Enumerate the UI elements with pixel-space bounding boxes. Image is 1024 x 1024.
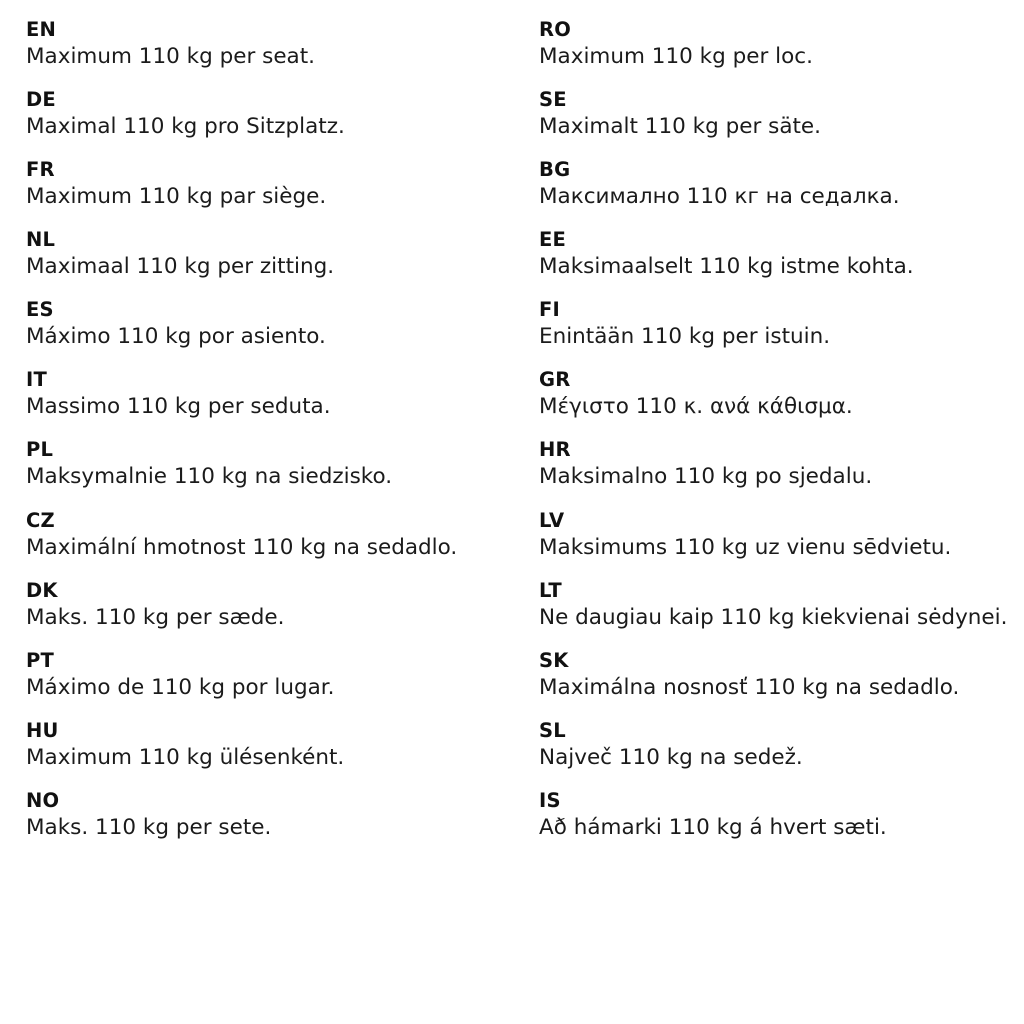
language-text: Maximalt 110 kg per säte. [539, 114, 821, 140]
language-text: Maximal 110 kg pro Sitzplatz. [26, 114, 345, 140]
language-code: SL [539, 718, 566, 742]
language-entry [26, 228, 513, 281]
language-text: Maksimalno 110 kg po sjedalu. [539, 464, 873, 490]
language-entry [26, 158, 513, 211]
language-code: PT [26, 648, 54, 672]
language-entry [539, 719, 1000, 772]
language-code: HU [26, 718, 59, 742]
language-entry [539, 18, 1000, 71]
language-entry [539, 509, 1000, 562]
language-text: Maximum 110 kg par siège. [26, 184, 327, 210]
language-text: Að hámarki 110 kg á hvert sæti. [539, 814, 887, 840]
language-code: FR [26, 158, 55, 182]
language-text: Massimo 110 kg per seduta. [26, 394, 331, 420]
language-code: DK [26, 578, 58, 602]
language-code: SK [539, 648, 569, 672]
language-code: DE [26, 88, 56, 112]
language-entry [539, 158, 1000, 211]
language-text: Maks. 110 kg per sæde. [26, 604, 285, 630]
language-code: EN [26, 18, 57, 41]
language-code: LT [539, 578, 562, 602]
language-code: EE [539, 228, 567, 252]
language-text: Maximálna nosnosť 110 kg na sedadlo. [539, 674, 960, 700]
language-column-right [513, 18, 1008, 1014]
language-text: Maximální hmotnost 110 kg na sedadlo. [26, 534, 458, 560]
language-code: GR [539, 368, 571, 392]
language-code: IT [26, 368, 47, 392]
language-text: Enintään 110 kg per istuin. [539, 324, 831, 350]
language-entry [26, 298, 513, 351]
language-code: NO [26, 788, 60, 812]
language-text: Maximum 110 kg per seat. [26, 43, 315, 69]
language-code: IS [539, 788, 561, 812]
language-text: Največ 110 kg na sedež. [539, 744, 803, 770]
language-text: Máximo de 110 kg por lugar. [26, 674, 335, 700]
language-entry [26, 789, 513, 842]
language-entry [539, 438, 1000, 491]
language-code: NL [26, 228, 56, 252]
language-code: HR [539, 438, 571, 462]
language-text: Maximaal 110 kg per zitting. [26, 254, 335, 280]
language-entry [26, 18, 513, 71]
language-entry [539, 368, 1000, 421]
language-entry [26, 509, 513, 562]
language-code: PL [26, 438, 54, 462]
language-text: Максимално 110 кг на седалка. [539, 184, 900, 210]
language-code: CZ [26, 508, 55, 532]
language-code: FI [539, 298, 560, 322]
language-entry [539, 649, 1000, 702]
language-text: Máximo 110 kg por asiento. [26, 324, 326, 350]
language-code: RO [539, 18, 571, 41]
language-entry [539, 789, 1000, 842]
language-entry [26, 579, 513, 632]
language-code: LV [539, 508, 565, 532]
language-entry [26, 88, 513, 141]
language-text: Ne daugiau kaip 110 kg kiekvienai sėdynei. [539, 604, 1008, 630]
language-entry [26, 649, 513, 702]
language-text: Maksimaalselt 110 kg istme kohta. [539, 254, 914, 280]
language-entry [26, 719, 513, 772]
language-text: Maximum 110 kg ülésenként. [26, 744, 345, 770]
language-text: Maksymalnie 110 kg na siedzisko. [26, 464, 393, 490]
language-text: Maksimums 110 kg uz vienu sēdvietu. [539, 534, 952, 560]
language-code: SE [539, 88, 567, 112]
language-text: Maximum 110 kg per loc. [539, 43, 813, 69]
language-entry [539, 298, 1000, 351]
language-code: BG [539, 158, 571, 182]
language-text: Μέγιστο 110 κ. ανά κάθισμα. [539, 394, 853, 420]
language-entry [539, 228, 1000, 281]
language-code: ES [26, 298, 54, 322]
language-entry [539, 578, 1008, 632]
language-text: Maks. 110 kg per sete. [26, 814, 272, 840]
language-column-left [26, 18, 513, 1014]
language-entry [26, 438, 513, 491]
language-entry [539, 88, 1000, 141]
language-entry [26, 368, 513, 421]
